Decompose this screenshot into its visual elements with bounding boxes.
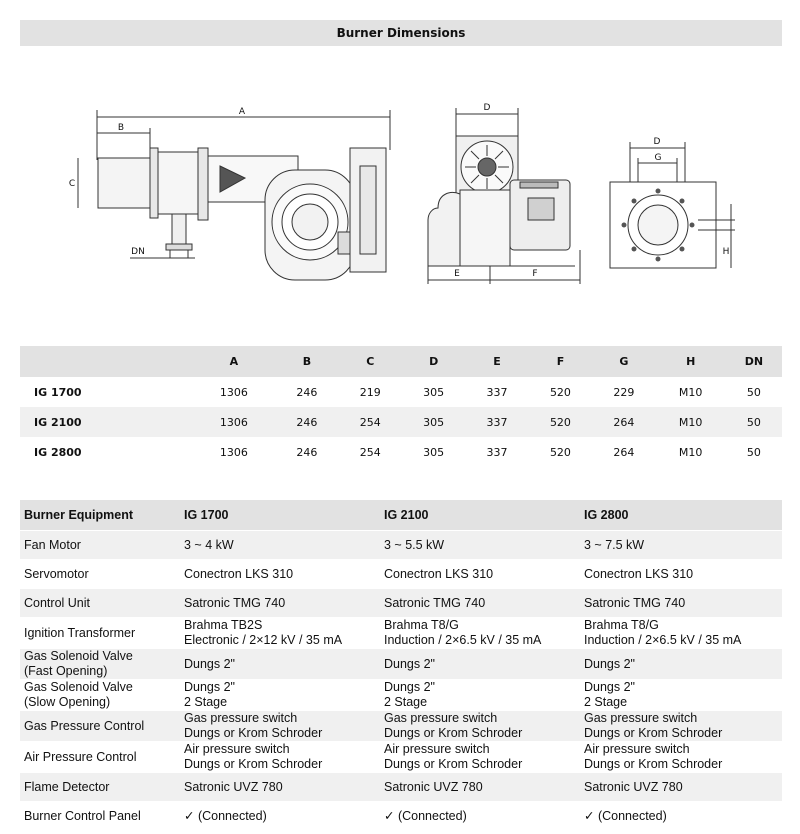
- table-cell: Dungs 2" 2 Stage: [180, 680, 380, 711]
- table-cell: 1306: [219, 445, 248, 459]
- table-row: [20, 618, 782, 649]
- table-cell: Satronic TMG 740: [580, 589, 782, 618]
- equipment-label: Control Unit: [20, 589, 180, 618]
- table-row: [20, 560, 782, 589]
- table-cell: Satronic UVZ 780: [580, 773, 782, 802]
- equipment-col-header: Burner Equipment: [20, 500, 180, 531]
- table-cell: Brahma T8/G Induction / 2×6.5 kV / 35 mA: [580, 618, 782, 649]
- table-cell: Satronic UVZ 780: [380, 773, 580, 802]
- dim-col-header: A: [193, 346, 276, 377]
- table-row: [20, 680, 782, 711]
- table-cell: Dungs 2" 2 Stage: [380, 680, 580, 711]
- model-name: IG 2800: [34, 445, 82, 459]
- table-cell: 254: [359, 445, 381, 459]
- table-cell: 337: [465, 407, 528, 437]
- dim-col-header: C: [339, 346, 402, 377]
- table-cell: 520: [549, 445, 571, 459]
- table-cell: 1306: [193, 407, 276, 437]
- dim-label-h: H: [722, 247, 730, 257]
- table-cell: M10: [678, 445, 703, 459]
- table-cell: Dungs 2": [580, 649, 782, 680]
- dim-label-dn: DN: [131, 247, 145, 257]
- table-row: [20, 711, 782, 742]
- dim-col-header: F: [529, 346, 592, 377]
- equipment-col-header: IG 2100: [380, 500, 580, 531]
- model-name: IG 1700: [34, 385, 82, 399]
- table-row: [20, 742, 782, 773]
- dim-col-header: D: [402, 346, 465, 377]
- table-cell: Conectron LKS 310: [580, 560, 782, 589]
- table-cell: 229: [613, 385, 635, 399]
- table-row: [20, 377, 782, 407]
- table-cell: 50: [726, 407, 782, 437]
- equipment-label: Burner Control Panel: [20, 802, 180, 831]
- burner-dimension-drawing: [20, 70, 782, 340]
- table-row: [20, 802, 782, 831]
- front-view: [428, 103, 580, 284]
- table-cell: M10: [656, 407, 726, 437]
- table-cell: Dungs 2": [180, 649, 380, 680]
- table-cell: ✓ (Connected): [580, 802, 782, 831]
- table-cell: Gas pressure switch Dungs or Krom Schroder: [580, 711, 782, 742]
- table-cell: 50: [746, 445, 761, 459]
- table-row: [20, 773, 782, 802]
- table-cell: Air pressure switch Dungs or Krom Schroder: [380, 742, 580, 773]
- dim-col-header: G: [592, 346, 655, 377]
- table-row: [20, 531, 782, 560]
- table-cell: 264: [613, 445, 635, 459]
- table-cell: Air pressure switch Dungs or Krom Schroder: [580, 742, 782, 773]
- table-cell: Dungs 2" 2 Stage: [580, 680, 782, 711]
- equipment-table: [20, 500, 782, 830]
- dim-label-b: B: [117, 123, 125, 133]
- table-cell: Brahma TB2S Electronic / 2×12 kV / 35 mA: [180, 618, 380, 649]
- table-cell: Air pressure switch Dungs or Krom Schroder: [180, 742, 380, 773]
- table-cell: 3 ~ 7.5 kW: [580, 531, 782, 560]
- dim-label-a: A: [238, 107, 246, 117]
- equipment-label: Gas Pressure Control: [20, 711, 180, 742]
- dim-label-f: F: [532, 269, 538, 279]
- table-cell: 337: [486, 445, 508, 459]
- table-cell: M10: [678, 385, 703, 399]
- table-cell: 246: [275, 407, 338, 437]
- table-cell: 1306: [219, 385, 248, 399]
- table-cell: 50: [746, 385, 761, 399]
- dim-col-header: [20, 346, 193, 377]
- side-view: [69, 107, 390, 280]
- dim-label-d-front: D: [483, 103, 491, 113]
- equipment-label: Servomotor: [20, 560, 180, 589]
- table-cell: Conectron LKS 310: [380, 560, 580, 589]
- table-cell: 246: [296, 385, 318, 399]
- table-cell: Gas pressure switch Dungs or Krom Schroder: [180, 711, 380, 742]
- dimensions-table: [20, 346, 782, 467]
- equipment-label: Fan Motor: [20, 531, 180, 560]
- table-cell: 305: [423, 385, 445, 399]
- table-cell: Brahma T8/G Induction / 2×6.5 kV / 35 mA: [380, 618, 580, 649]
- table-cell: Conectron LKS 310: [180, 560, 380, 589]
- equipment-header-row: [20, 500, 782, 531]
- model-name: IG 2100: [20, 407, 193, 437]
- dim-col-header: H: [656, 346, 726, 377]
- dim-col-header: DN: [726, 346, 782, 377]
- table-cell: ✓ (Connected): [180, 802, 380, 831]
- dim-col-header: B: [275, 346, 338, 377]
- equipment-label: Gas Solenoid Valve (Fast Opening): [20, 649, 180, 680]
- table-row: [20, 649, 782, 680]
- equipment-label: Ignition Transformer: [20, 618, 180, 649]
- table-cell: 337: [486, 385, 508, 399]
- dim-label-d-flange: D: [653, 137, 661, 147]
- table-cell: Satronic TMG 740: [380, 589, 580, 618]
- flange-view: [610, 137, 735, 268]
- equipment-label: Flame Detector: [20, 773, 180, 802]
- table-cell: 264: [592, 407, 655, 437]
- dimensions-header-row: [20, 346, 782, 377]
- table-cell: 254: [339, 407, 402, 437]
- table-cell: 246: [296, 445, 318, 459]
- table-cell: 520: [529, 407, 592, 437]
- dim-label-e: E: [454, 269, 460, 279]
- table-cell: Gas pressure switch Dungs or Krom Schroder: [380, 711, 580, 742]
- table-cell: 3 ~ 4 kW: [180, 531, 380, 560]
- table-cell: 305: [402, 407, 465, 437]
- table-row: [20, 589, 782, 618]
- table-cell: 520: [549, 385, 571, 399]
- table-cell: ✓ (Connected): [380, 802, 580, 831]
- table-cell: Dungs 2": [380, 649, 580, 680]
- section-title: Burner Dimensions: [20, 20, 782, 46]
- table-row: [20, 437, 782, 467]
- equipment-label: Air Pressure Control: [20, 742, 180, 773]
- dim-col-header: E: [465, 346, 528, 377]
- dim-label-c: C: [68, 179, 76, 189]
- equipment-label: Gas Solenoid Valve (Slow Opening): [20, 680, 180, 711]
- table-row: [20, 407, 782, 437]
- table-cell: 219: [359, 385, 381, 399]
- table-cell: Satronic TMG 740: [180, 589, 380, 618]
- dim-label-g: G: [654, 153, 662, 163]
- table-cell: 305: [423, 445, 445, 459]
- equipment-col-header: IG 1700: [180, 500, 380, 531]
- table-cell: 3 ~ 5.5 kW: [380, 531, 580, 560]
- table-cell: Satronic UVZ 780: [180, 773, 380, 802]
- equipment-col-header: IG 2800: [580, 500, 782, 531]
